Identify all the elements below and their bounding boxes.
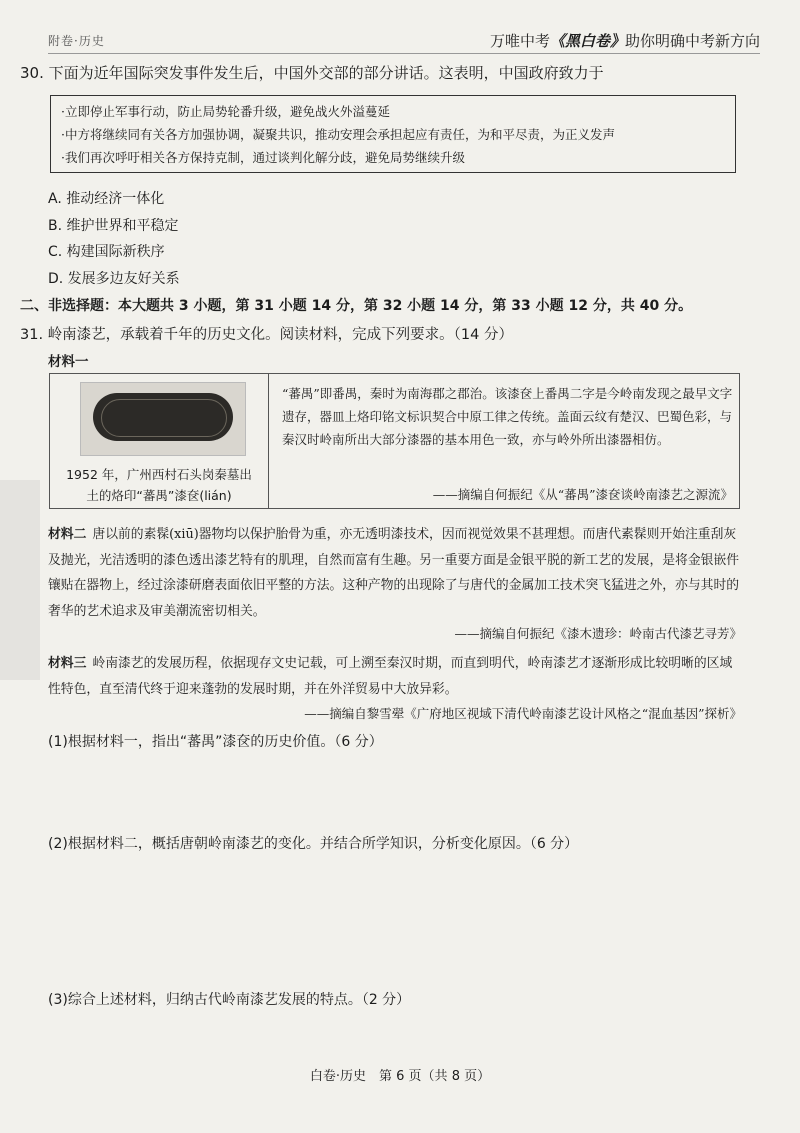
material-2-label: 材料二 (48, 527, 87, 542)
page-header (48, 28, 760, 54)
header-prefix: 万唯中考 (489, 32, 550, 50)
caption-line-1: 1952 年，广州西村石头岗秦墓出 (66, 467, 252, 482)
bleed-through-shadow (0, 480, 40, 680)
quote-line: ·我们再次呼吁相关各方保持克制，通过谈判化解分歧，避免局势继续升级 (61, 150, 465, 165)
header-left-text: 附卷·历史 (48, 34, 105, 48)
material-3-source: ——摘编自黎雪翚《广府地区视域下清代岭南漆艺设计风格之“混血基因”探析》 (304, 706, 742, 721)
lacquer-box-pattern (101, 399, 227, 437)
header-divider (48, 53, 760, 54)
question-30-stem: 30. 下面为近年国际突发事件发生后，中国外交部的部分讲话。这表明，中国政府致力于 (20, 64, 604, 82)
material-2-source: ——摘编自何振纪《漆木遗珍：岭南古代漆艺寻芳》 (454, 626, 742, 641)
material-1-label: 材料一 (48, 354, 89, 370)
caption-line-2: 土的烙印“蕃禺”漆奁(lián) (86, 488, 232, 503)
section-2-title: 二、非选择题：本大题共 3 小题，第 31 小题 14 分，第 32 小题 14 分，第 33 小题 12 分，共 40 分。 (20, 298, 693, 314)
question-30-options (48, 186, 180, 292)
material-3 (48, 651, 740, 702)
sub-question-1: (1)根据材料一，指出“蕃禺”漆奁的历史价值。（6 分） (48, 734, 383, 750)
sub-question-2: (2)根据材料二，概括唐朝岭南漆艺的变化。并结合所学知识，分析变化原因。（6 分） (48, 836, 579, 852)
header-slogan (490, 30, 760, 51)
header-suffix: 助你明确中考新方向 (624, 32, 760, 50)
material-1-table (49, 373, 740, 509)
material-3-text: 岭南漆艺的发展历程，依据现存文史记载，可上溯至秦汉时期，而直到明代，岭南漆艺才逐渐形成比较明晰的区域性特色，直至清代终于迎来蓬勃的发展时期，并在外洋贸易中大放异彩。 (48, 656, 733, 697)
material-1-text: “蕃禺”即番禺，秦时为南海郡之郡治。该漆奁上番禺二字是今岭南发现之最早文字遗存，器皿上烙印铭文标识契合中原工律之传统。盖面云纹有楚汉、巴蜀色彩，与秦汉时岭南所出大部分漆器的基本用色一致，亦与岭外所出漆器相仿。 (282, 386, 733, 447)
quote-line: ·立即停止军事行动，防止局势轮番升级，避免战火外溢蔓延 (61, 104, 390, 119)
sub-question-3: (3)综合上述材料，归纳古代岭南漆艺发展的特点。（2 分） (48, 992, 411, 1008)
question-31-stem: 31. 岭南漆艺，承载着千年的历史文化。阅读材料，完成下列要求。（14 分） (20, 327, 513, 343)
option-c: C. 构建国际新秩序 (48, 244, 165, 260)
page-footer: 白卷·历史 第 6 页（共 8 页） (309, 1069, 491, 1084)
lacquer-box-photo (80, 382, 246, 456)
material-1-source: ——摘编自何振纪《从“蕃禺”漆奁谈岭南漆艺之源流》 (432, 487, 733, 502)
option-a: A. 推动经济一体化 (48, 191, 165, 207)
material-3-label: 材料三 (48, 656, 87, 671)
material-2-text: 唐以前的素髹(xiū)器物均以保护胎骨为重，亦无透明漆技术，因而视觉效果不甚理想。而唐代素髹则开始注重刮灰及抛光，光洁透明的漆色透出漆艺特有的肌理，自然而富有生趣。另一重要方面是金银平脱的新工艺的发展，是将金银嵌件镶贴在器物上，经过涂漆研磨表面依旧平整的方法。这种产物的出现除了与唐代的金属加工技术突飞猛进之外，亦与其时的奢华的艺术追求及审美潮流密切相关。 (48, 527, 740, 619)
photo-caption (56, 464, 262, 506)
material-2 (48, 522, 740, 624)
material-1-image-cell (50, 374, 269, 508)
option-b: B. 维护世界和平稳定 (48, 217, 179, 234)
quote-line: ·中方将继续同有关各方加强协调，凝聚共识，推动安理会承担起应有责任，为和平尽责，为正义发声 (61, 127, 615, 142)
header-brand: 《黑白卷》 (549, 32, 625, 50)
option-d: D. 发展多边友好关系 (48, 270, 180, 287)
question-30-quote-box (50, 95, 736, 173)
